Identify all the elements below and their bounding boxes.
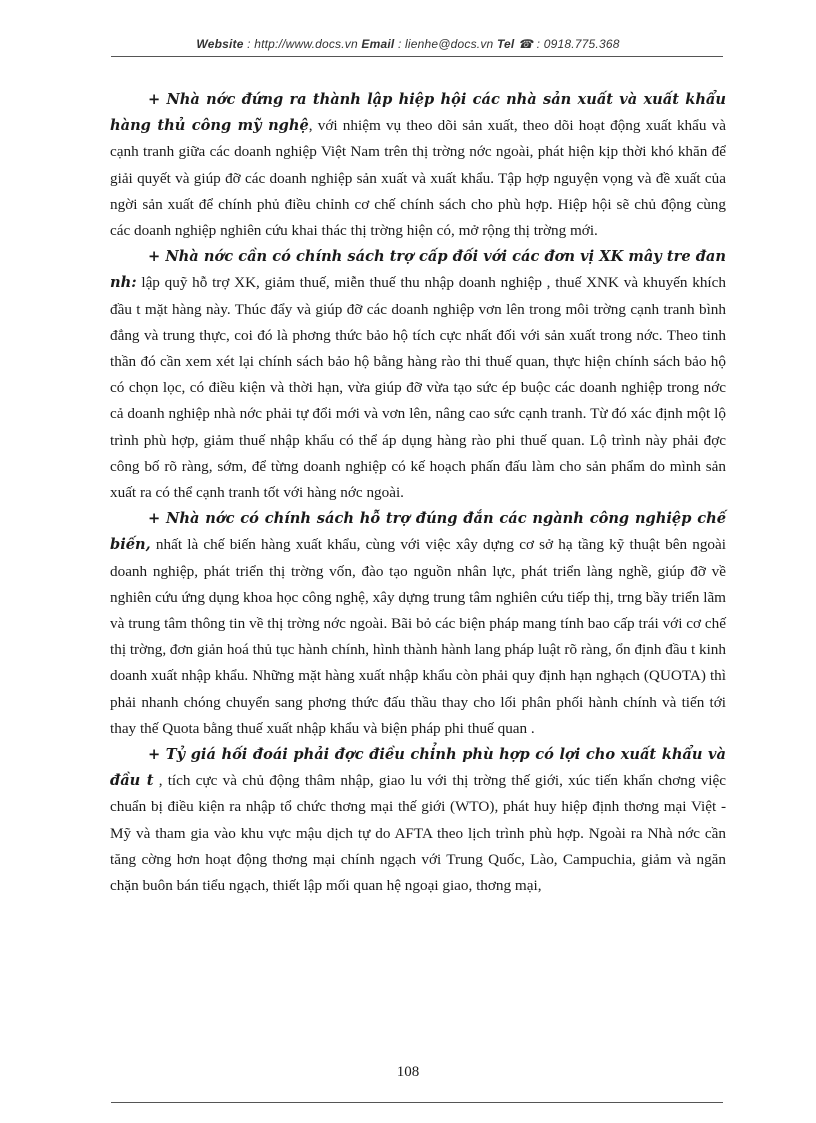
document-body <box>110 87 726 899</box>
website-url: http://www.docs.vn <box>254 37 358 51</box>
paragraph-text: , với nhiệm vụ theo dõi sản xuất, theo dõi hoạt động xuất khẩu và cạnh tranh giữa các doanh nghiệp Việt Nam trên thị trờng nớc ngoài, phát hiện kịp thời khó khăn để giải quyết và giúp đỡ các doanh nghiệp sản xuất và xuất khẩu. Tập hợp nguyện vọng và đề xuất của ngời sản xuất để chính phủ điều chỉnh cơ chế chính sách cho phù hợp. Hiệp hội sẽ chủ động cùng các doanh nghiệp nghiên cứu khai thác thị trờng hiện có, mở rộng thị trờng mới. <box>110 117 727 240</box>
header-divider <box>111 56 723 57</box>
paragraph-text: , tích cực và chủ động thâm nhập, giao lu với thị trờng thế giới, xúc tiến khẩn chơng việc chuẩn bị điều kiện ra nhập tổ chức thơng mại thế giới (WTO), phát huy hiệp định thơng mại Việt - Mỹ và tham gia vào khu vực mậu dịch tự do AFTA theo lịch trình phù hợp. Ngoài ra Nhà nớc cần tăng cờng hơn hoạt động thơng mại chính ngạch với Trung Quốc, Lào, Campuchia, giảm và ngăn chặn buôn bán tiểu ngạch, thiết lập mối quan hệ ngoại giao, thơng mại, <box>110 772 726 895</box>
email-separator: : <box>394 37 406 51</box>
paragraph-lead: + Tỷ giá hối đoái phải đợc điều chỉnh phù hợp có lợi cho xuất khẩu và đầu t <box>110 746 726 790</box>
paragraph-lead: + Nhà nớc cần có chính sách trợ cấp đối với các đơn vị XK mây tre đan nh: <box>110 248 726 292</box>
tel-label: Tel <box>496 37 515 51</box>
paragraph <box>110 742 726 899</box>
page-number: 108 <box>396 1064 420 1080</box>
tel-number: 0918.775.368 <box>543 37 620 51</box>
paragraph-text: nhất là chế biến hàng xuất khẩu, cùng với việc xây dựng cơ sở hạ tầng kỹ thuật bên ngoài doanh nghiệp, phát triển thị trờng vốn, đào tạo nguồn nhân lực, phát triển làng nghề, giúp đỡ về nghiên cứu ứng dụng khoa học công nghệ, xây dựng trung tâm nghiên cứu tiếp thị, trng bầy triển lãm và trung tâm thông tin về thị trờng nớc ngoài. Bãi bỏ các biện pháp mang tính bao cấp trái với cơ chế thị trờng, đơn giản hoá thủ tục hành chính, hình thành hành lang pháp luật rõ ràng, ổn định đầu t kinh doanh xuất nhập khẩu. Những mặt hàng xuất nhập khẩu còn phải quy định hạn nghạch (QUOTA) thì phải nhanh chóng chuyển sang phơng thức đấu thầu thay cho lối phân phối hành chính và tiến tới thay thế Quota bằng thuế xuất nhập khẩu và biện pháp phi thuế quan . <box>110 536 726 737</box>
paragraph-text: lập quỹ hỗ trợ XK, giảm thuế, miễn thuế thu nhập doanh nghiệp , thuế XNK và khuyến khích đầu t mặt hàng này. Thúc đẩy và giúp đỡ các doanh nghiệp vơn lên trong môi trờng cạnh tranh bình đẳng và trung thực, coi đó là phơng thức bảo hộ tích cực nhất đối với sản xuất trong nớc. Theo tinh thần đó cần xem xét lại chính sách bảo hộ bằng hàng rào thi thuế quan, thực hiện chính sách bảo hộ có chọn lọc, có điều kiện và thời hạn, vừa giúp đỡ vừa tạo sức ép buộc các doanh nghiệp trong nớc cả doanh nghiệp nhà nớc phải tự đổi mới và vơn lên, nâng cao sức cạnh tranh. Từ đó xác định một lộ trình phù hợp, giảm thuế nhập khẩu có thể áp dụng hàng rào phi thuế quan. Lộ trình này phải đợc công bố rõ ràng, sớm, để từng doanh nghiệp có kế hoạch phấn đấu làm cho sản phẩm do mình sản xuất ra có thể cạnh tranh tốt với hàng nớc ngoài. <box>110 274 726 502</box>
email-label: Email <box>361 37 395 51</box>
website-separator: : <box>243 37 255 51</box>
paragraph <box>110 506 726 742</box>
paragraph <box>110 87 726 244</box>
website-label: Website <box>196 37 244 51</box>
page-header <box>0 37 816 51</box>
phone-icon: ☎ : <box>514 37 544 51</box>
paragraph-lead: + Nhà nớc có chính sách hỗ trợ đúng đắn các ngành công nghiệp chế biến, <box>110 510 726 554</box>
footer-divider <box>111 1102 723 1103</box>
paragraph-lead: + Nhà nớc đứng ra thành lập hiệp hội các nhà sản xuất và xuất khẩu hàng thủ công mỹ nghệ <box>110 91 726 135</box>
email-address: lienhe@docs.vn <box>405 37 494 51</box>
paragraph <box>110 244 726 506</box>
